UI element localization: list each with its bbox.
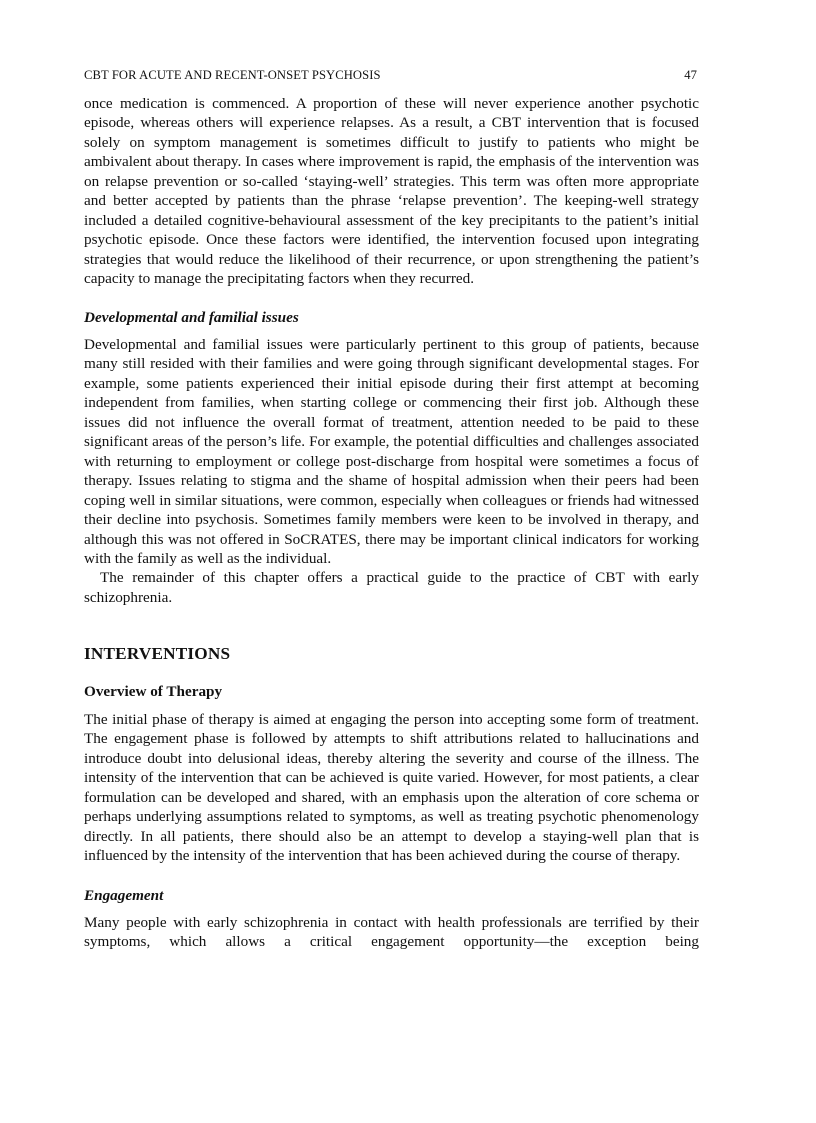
section-heading-overview-of-therapy: Overview of Therapy [84, 683, 223, 701]
paragraph-developmental-issues: Developmental and familial issues were particularly pertinent to this group of patients, because many still resided with their families and were going through significant developmental stages. For example, some patients experienced their initial episode during their first attempt at becoming independent from families, when starting college or commencing their first job. Although these issues did not influence the overall format of treatment, attention needed to be paid to these significant areas of the person’s life. For example, the potential difficulties and challenges associated with returning to employment or college post-discharge from hospital were sometimes a focus of therapy. Issues relating to stigma and the shame of hospital admission when their peers had been coping well in similar situations, were common, especially when colleagues or friends had witnessed their decline into psychosis. Sometimes family members were keen to be involved in therapy, and although this was not offered in SoCRATES, there may be important clinical indicators for working with the family as well as the individual. [84, 336, 699, 568]
paragraph-overview-of-therapy: The initial phase of therapy is aimed at engaging the person into accepting some form of treatment. The engagement phase is followed by attempts to shift attributions related to hallucinations and introduce doubt into delusional ideas, thereby altering the severity and course of the illness. The intensity of the intervention that can be achieved is quite varied. However, for most patients, a clear formulation can be developed and shared, with an emphasis upon the alteration of core schema or perhaps underlying assumptions related to symptoms, as well as treating psychotic phenomenology directly. In all patients, there should also be an attempt to develop a staying-well plan that is influenced by the intensity of the intervention that has been achieved during the course of therapy. [84, 710, 699, 865]
book-page [84, 68, 699, 952]
paragraph-chapter-remainder: The remainder of this chapter offers a practical guide to the practice of CBT with early schizophrenia. [84, 569, 699, 606]
paragraph-relapse-prevention: once medication is commenced. A proportion of these will never experience another psychotic episode, whereas others will experience relapses. As a result, a CBT intervention that is focused solely on symptom management is sometimes difficult to justify to patients who might be ambivalent about therapy. In cases where improvement is rapid, the emphasis of the intervention was on relapse prevention or so-called ‘staying-well’ strategies. This term was often more appropriate and better accepted by patients than the phrase ‘relapse prevention’. The keeping-well strategy included a detailed cognitive-behavioural assessment of the key precipitants to the patient’s initial psychotic episode. Once these factors were identified, the intervention focused upon integrating strategies that would reduce the likelihood of their recurrence, or upon strengthening the patient’s capacity to manage the precipitating factors when they recurred. [84, 95, 699, 288]
section-heading-engagement: Engagement [84, 886, 164, 904]
running-head [84, 68, 699, 90]
running-head-title: CBT FOR ACUTE AND RECENT-ONSET PSYCHOSIS [84, 68, 381, 82]
paragraph-engagement: Many people with early schizophrenia in contact with health professionals are terrified by their symptoms, which allows a critical engagement opportunity—the exception being [84, 914, 699, 951]
section-heading-interventions: INTERVENTIONS [84, 644, 231, 664]
page-number: 47 [684, 68, 697, 82]
section-heading-developmental-familial: Developmental and familial issues [84, 308, 299, 326]
